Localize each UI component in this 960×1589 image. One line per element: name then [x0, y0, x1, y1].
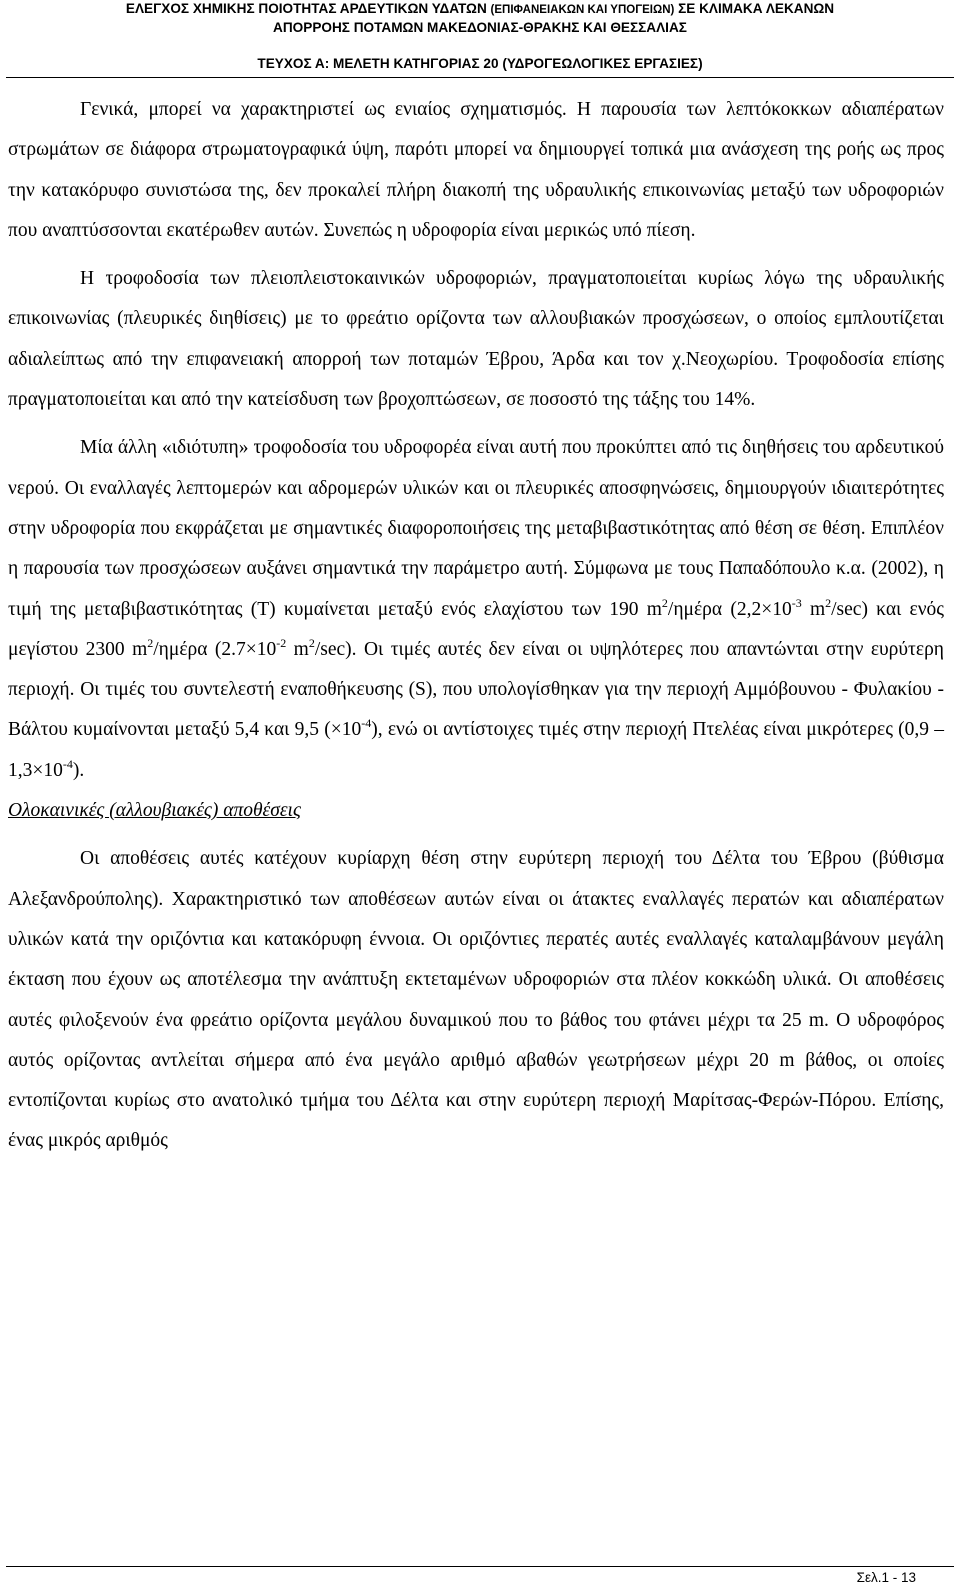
- section-heading: Ολοκαινικές (αλλουβιακές) αποθέσεις: [8, 800, 301, 822]
- paragraph-1: Γενικά, μπορεί να χαρακτηριστεί ως ενιαίος σχηματισμός. Η παρουσία των λεπτόκοκκων αδιαπέρατων στρωμάτων σε διάφορα στρωματογραφικά ύψη, παρότι μπορεί να δημιουργεί τοπικά μια ανάσχεση της ροής ως προς την κατακόρυφο συνιστώσα της, δεν προκαλεί πλήρη διακοπή της υδραυλικής επικοινωνίας μεταξύ των υδροφοριών που αναπτύσσονται εκατέρωθεν αυτών. Συνεπώς η υδροφορία είναι μερικώς υπό πίεση.: [8, 99, 944, 241]
- header-rule: [6, 77, 954, 78]
- paragraph-2: Η τροφοδοσία των πλειοπλειστοκαινικών υδροφοριών, πραγματοποιείται κυρίως λόγω της υδραυλικής επικοινωνίας (πλευρικές διηθίσεις) με το φρεάτιο ορίζοντα των αλλουβιακών προσχώσεων, ο οποίος εμπλουτίζεται αδιαλείπτως από την επιφανειακή απορροή των ποταμών Έβρου, Άρδα και τον χ.Νεοχωρίου. Τροφοδοσία επίσης πραγματοποιείται και από την κατείσδυση των βροχοπτώσεων, σε ποσοστό της τάξης του 14%.: [8, 268, 944, 411]
- header-title-main: ΕΛΕΓΧΟΣ ΧΗΜΙΚΗΣ ΠΟΙΟΤΗΤΑΣ ΑΡΔΕΥΤΙΚΩΝ ΥΔΑΤΩΝ: [125, 1, 487, 16]
- header-volume: ΤΕΥΧΟΣ Α: ΜΕΛΕΤΗ ΚΑΤΗΓΟΡΙΑΣ 20 (ΥΔΡΟΓΕΩΛΟΓΙΚΕΣ ΕΡΓΑΣΙΕΣ): [257, 56, 703, 71]
- paragraph-3: Μία άλλη «ιδιότυπη» τροφοδοσία του υδροφορέα είναι αυτή που προκύπτει από τις διηθήσεις του αρδευτικού νερού. Οι εναλλαγές λεπτομερών και αδρομερών υλικών και οι πλευρικές αποσφηνώσεις, δημιουργούν ιδιαιτερότητες στην υδροφορία που εκφράζεται με σημαντικές διαφοροποιήσεις της μεταβιβαστικότητας από θέση σε θέση. Επιπλέον η παρουσία των προσχώσεων αυξάνει σημαντικά την παράμετρο αυτή. Σύμφωνα με τους Παπαδόπουλο κ.α. (2002), η τιμή της μεταβιβαστικότητας (Τ) κυμαίνεται μεταξύ ενός ελαχίστου των 190 $m^2$/ημέρα ($2,2\times 10^{-3}$ $m^2/\sec$) και ενός μεγίστου 2300 $m^2$/ημέρα ($2.7\times 10^{-2}$ $m^2/\sec$). Οι τιμές αυτές δεν είναι οι υψηλότερες που απαντώνται στην ευρύτερη περιοχή. Οι τιμές του συντελεστή εναποθήκευσης (S), που υπολογίσθηκαν για την περιοχή Αμμόβουνου - Φυλακίου - Βάλτου κυμαίνονται μεταξύ 5,4 και 9,5 $(\times 10^{-4})$, ενώ οι αντίστοιχες τιμές στην περιοχή Πτελέας είναι μικρότερες $(0,9 - 1,3\times 10^{-4})$.: [8, 437, 945, 781]
- paragraph-4: Οι αποθέσεις αυτές κατέχουν κυρίαρχη θέση στην ευρύτερη περιοχή του Δέλτα του Έβρου (βύθισμα Αλεξανδρούπολης). Χαρακτηριστικό των αποθέσεων αυτών είναι οι άτακτες εναλλαγές περατών και αδιαπέρατων υλικών κατά την οριζόντια και κατακόρυφη έννοια. Οι οριζόντιες περατές αυτές εναλλαγές καταλαμβάνουν μεγάλη έκταση που έχουν ως αποτέλεσμα την ανάπτυξη εκτεταμένων υδροφοριών στα πλέον κοκκώδη υλικά. Οι αποθέσεις αυτές φιλοξενούν ένα φρεάτιο ορίζοντα μεγάλου δυναμικού που το βάθος του φτάνει μέχρι τα 25 m. Ο υδροφόρος αυτός ορίζοντας αντλείται σήμερα από ένα μεγάλο αριθμό αβαθών γεωτρήσεων μέχρι 20 m βάθος, οι οποίες εντοπίζονται κυρίως στο ανατολικό τμήμα του Δέλτα και στην ευρύτερη περιοχή Μαρίτσας-Φερών-Πόρου. Επίσης, ένας μικρός αριθμός: [8, 848, 944, 1152]
- header-title-tail: ΣΕ ΚΛΙΜΑΚΑ ΛΕΚΑΝΩΝ: [678, 1, 835, 16]
- header-line-2: ΑΠΟΡΡΟΗΣ ΠΟΤΑΜΩΝ ΜΑΚΕΔΟΝΙΑΣ-ΘΡΑΚΗΣ ΚΑΙ ΘΕΣΣΑΛΙΑΣ: [273, 20, 687, 35]
- header-title-paren: (ΕΠΙΦΑΝΕΙΑΚΩΝ ΚΑΙ ΥΠΟΓΕΙΩΝ): [490, 4, 675, 16]
- footer-rule: [6, 1566, 954, 1567]
- page-header: [0, 0, 960, 72]
- document-body: [8, 90, 944, 1162]
- page-number: Σελ.1 - 13: [856, 1570, 916, 1585]
- header-line-1: [0, 0, 960, 19]
